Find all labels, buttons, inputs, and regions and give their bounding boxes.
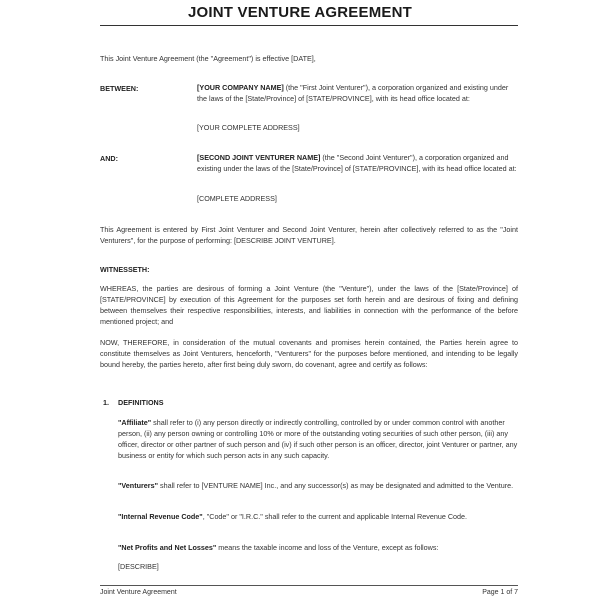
definition-term: "Affiliate" [118,418,152,427]
definition-affiliate [118,417,518,461]
definition-text: means the taxable income and loss of the Venture, except as follows: [216,543,439,552]
definition-net-profits [118,542,518,553]
second-party-name: [SECOND JOINT VENTURER NAME] [197,153,321,162]
second-party-address: [COMPLETE ADDRESS] [197,194,277,203]
definition-venturers [118,480,518,491]
first-party-text: (the "First Joint Venturer"), a corporation organized and existing under the laws of the [State/Province] of [STATE/PROVINCE], with its head office located at: [197,83,509,103]
definition-term: "Internal Revenue Code" [118,512,203,521]
and-label: AND: [100,154,118,163]
describe-placeholder: [DESCRIBE] [118,562,159,571]
title-underline [100,25,518,26]
definition-term: "Venturers" [118,481,158,490]
footer-divider [100,585,518,586]
purpose-paragraph: This Agreement is entered by First Joint Venturer and Second Joint Venturer, herein after collectively referred to as the "Joint Venturers", for the purpose of performing: [DESCRIBE JOINT VENTURE]. [100,225,518,245]
definition-text: , "Code" or "I.R.C." shall refer to the current and applicable Internal Revenue Code. [202,512,468,521]
section-number: 1. [103,398,109,407]
section-title: DEFINITIONS [118,398,164,407]
first-party-address: [YOUR COMPLETE ADDRESS] [197,123,300,132]
footer-page-number: Page 1 of 7 [482,589,518,596]
intro-paragraph: This Joint Venture Agreement (the "Agreement") is effective [DATE], [100,54,316,63]
second-party-text: (the "Second Joint Venturer"), a corporation organized and existing under the laws of the [State/Province] of [STATE/PROVINCE], with its head office located at: [197,153,517,173]
definition-internal-revenue-code [118,511,518,522]
whereas-paragraph: WHEREAS, the parties are desirous of forming a Joint Venture (the "Venture"), under the laws of the [State/Province] of [STATE/PROVINCE] by execution of this Agreement for the purposes set forth herein and are desirous of fixing and defining between themselves their respective responsibilities, interests, and liabilities in connection with the performance of the before mentioned project; and [100,284,518,326]
footer-document-name: Joint Venture Agreement [100,589,177,596]
second-party-block [197,152,518,174]
first-party-name: [YOUR COMPANY NAME] [197,83,284,92]
witnesseth-heading: WITNESSETH: [100,265,150,274]
between-label: BETWEEN: [100,84,139,93]
definition-term: "Net Profits and Net Losses" [118,543,217,552]
now-therefore-paragraph: NOW, THEREFORE, in consideration of the mutual covenants and promises herein contained, the Parties herein agree to constitute themselves as Joint Venturers, henceforth, "Venturers" for the purposes before mentioned, and intending to be legally bound hereby, the parties hereto, after first being duly sworn, do covenant, agree and certify as follows: [100,338,518,369]
first-party-block [197,82,518,104]
document-title: JOINT VENTURE AGREEMENT [187,4,413,21]
definition-text: shall refer to [VENTURE NAME] Inc., and any successor(s) as may be designated and admitted to the Venture. [157,481,514,490]
definition-text: shall refer to (i) any person directly or indirectly controlling, controlled by or under common control with another person, (ii) any person owning or controlling 10% or more of the outstanding voting securities of such other person, (iii) any officer, director or other partner of such person and (iv) if such other person is an officer, director, joint Venturer or partner, any business or entity for which such person acts in any such capacity. [118,418,518,460]
